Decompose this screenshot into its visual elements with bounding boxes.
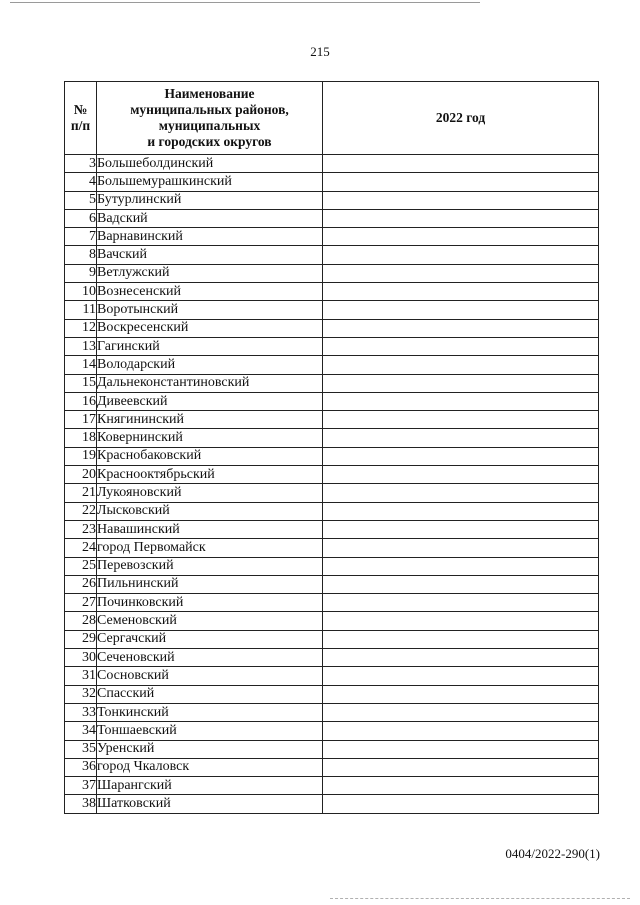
header-name-line: муниципальных [158,118,261,133]
row-number: 19 [65,447,97,465]
municipality-name: Шарангский [97,777,323,795]
table-row [65,575,599,593]
year-value [323,392,599,410]
table-row [65,795,599,813]
header-num-line: п/п [70,118,91,133]
row-number: 37 [65,777,97,795]
row-number: 26 [65,575,97,593]
table-row [65,337,599,355]
municipality-name: город Первомайск [97,539,323,557]
row-number: 16 [65,392,97,410]
municipality-name: Сергачский [97,630,323,648]
year-value [323,173,599,191]
year-value [323,301,599,319]
row-number: 28 [65,612,97,630]
year-value [323,356,599,374]
table-row [65,191,599,209]
header-num [65,82,97,155]
municipality-name: Краснобаковский [97,447,323,465]
year-value [323,228,599,246]
table-row [65,209,599,227]
header-num-line: № [73,102,88,117]
table-row [65,392,599,410]
row-number: 6 [65,209,97,227]
year-value [323,722,599,740]
table-row [65,594,599,612]
row-number: 25 [65,557,97,575]
municipality-name: Варнавинский [97,228,323,246]
municipality-name: Воскресенский [97,319,323,337]
year-value [323,667,599,685]
year-value [323,447,599,465]
year-value [323,557,599,575]
top-rule [10,2,480,3]
year-value [323,703,599,721]
row-number: 29 [65,630,97,648]
row-number: 21 [65,484,97,502]
table-row [65,301,599,319]
table-row [65,484,599,502]
municipality-name: Гагинский [97,337,323,355]
municipality-name: Княгининский [97,411,323,429]
year-value [323,777,599,795]
table-row [65,722,599,740]
row-number: 24 [65,539,97,557]
row-number: 17 [65,411,97,429]
municipality-name: Дальнеконстантиновский [97,374,323,392]
municipality-name: Ковернинский [97,429,323,447]
table-row [65,356,599,374]
row-number: 12 [65,319,97,337]
year-value [323,246,599,264]
table-row [65,429,599,447]
row-number: 33 [65,703,97,721]
row-number: 13 [65,337,97,355]
municipality-name: Починковский [97,594,323,612]
table-row [65,777,599,795]
row-number: 18 [65,429,97,447]
municipality-name: Краснооктябрьский [97,466,323,484]
row-number: 3 [65,155,97,173]
year-value [323,209,599,227]
municipality-name: Тонкинский [97,703,323,721]
table-row [65,173,599,191]
municipality-name: Воротынский [97,301,323,319]
municipality-name: Пильнинский [97,575,323,593]
municipality-name: Навашинский [97,520,323,538]
year-value [323,374,599,392]
municipalities-table [64,81,599,814]
table-row [65,630,599,648]
municipality-name: Шатковский [97,795,323,813]
municipality-name: Лысковский [97,502,323,520]
year-value [323,758,599,776]
bottom-marks [330,898,630,899]
municipality-name: Вадский [97,209,323,227]
row-number: 15 [65,374,97,392]
year-value [323,612,599,630]
row-number: 22 [65,502,97,520]
year-value [323,502,599,520]
row-number: 23 [65,520,97,538]
municipality-name: город Чкаловск [97,758,323,776]
table-row [65,557,599,575]
year-value [323,191,599,209]
table-row [65,612,599,630]
page-number: 215 [310,44,330,59]
row-number: 10 [65,283,97,301]
row-number: 35 [65,740,97,758]
row-number: 11 [65,301,97,319]
municipality-name: Сосновский [97,667,323,685]
municipality-name: Большеболдинский [97,155,323,173]
table-body [65,155,599,814]
table-row [65,411,599,429]
row-number: 4 [65,173,97,191]
table-row [65,703,599,721]
row-number: 32 [65,685,97,703]
year-value [323,466,599,484]
municipality-name: Тоншаевский [97,722,323,740]
row-number: 27 [65,594,97,612]
year-value [323,649,599,667]
table-row [65,758,599,776]
municipality-name: Семеновский [97,612,323,630]
row-number: 9 [65,264,97,282]
header-name-line: Наименование [164,86,255,101]
year-value [323,155,599,173]
municipality-name: Володарский [97,356,323,374]
table-row [65,649,599,667]
municipality-name: Бутурлинский [97,191,323,209]
table-row [65,740,599,758]
municipality-name: Уренский [97,740,323,758]
municipality-name: Ветлужский [97,264,323,282]
year-value [323,795,599,813]
year-value [323,429,599,447]
year-value [323,575,599,593]
year-value [323,520,599,538]
header-name-line: и городских округов [147,134,272,149]
row-number: 38 [65,795,97,813]
header-name-line: муниципальных районов, [130,102,289,117]
row-number: 8 [65,246,97,264]
year-value [323,685,599,703]
year-value [323,484,599,502]
table-row [65,374,599,392]
table-row [65,319,599,337]
table-row [65,447,599,465]
table-row [65,228,599,246]
year-value [323,594,599,612]
municipality-name: Перевозский [97,557,323,575]
row-number: 34 [65,722,97,740]
row-number: 20 [65,466,97,484]
table-row [65,667,599,685]
table-row [65,466,599,484]
header-year: 2022 год [323,82,599,155]
table-row [65,155,599,173]
table-row [65,283,599,301]
year-value [323,264,599,282]
year-value [323,740,599,758]
row-number: 30 [65,649,97,667]
municipality-name: Вачский [97,246,323,264]
table-row [65,246,599,264]
municipality-name: Сеченовский [97,649,323,667]
row-number: 7 [65,228,97,246]
header-name [97,82,323,155]
municipality-name: Лукояновский [97,484,323,502]
row-number: 14 [65,356,97,374]
year-value [323,337,599,355]
table-row [65,539,599,557]
table-row [65,502,599,520]
table-header-row [65,82,599,155]
municipality-name: Дивеевский [97,392,323,410]
document-code: 0404/2022-290(1) [505,846,600,861]
row-number: 5 [65,191,97,209]
municipality-name: Спасский [97,685,323,703]
year-value [323,283,599,301]
municipality-name: Вознесенский [97,283,323,301]
table-row [65,520,599,538]
table-row [65,264,599,282]
row-number: 36 [65,758,97,776]
row-number: 31 [65,667,97,685]
year-value [323,539,599,557]
year-value [323,411,599,429]
table-row [65,685,599,703]
year-value [323,319,599,337]
municipality-name: Большемурашкинский [97,173,323,191]
year-value [323,630,599,648]
